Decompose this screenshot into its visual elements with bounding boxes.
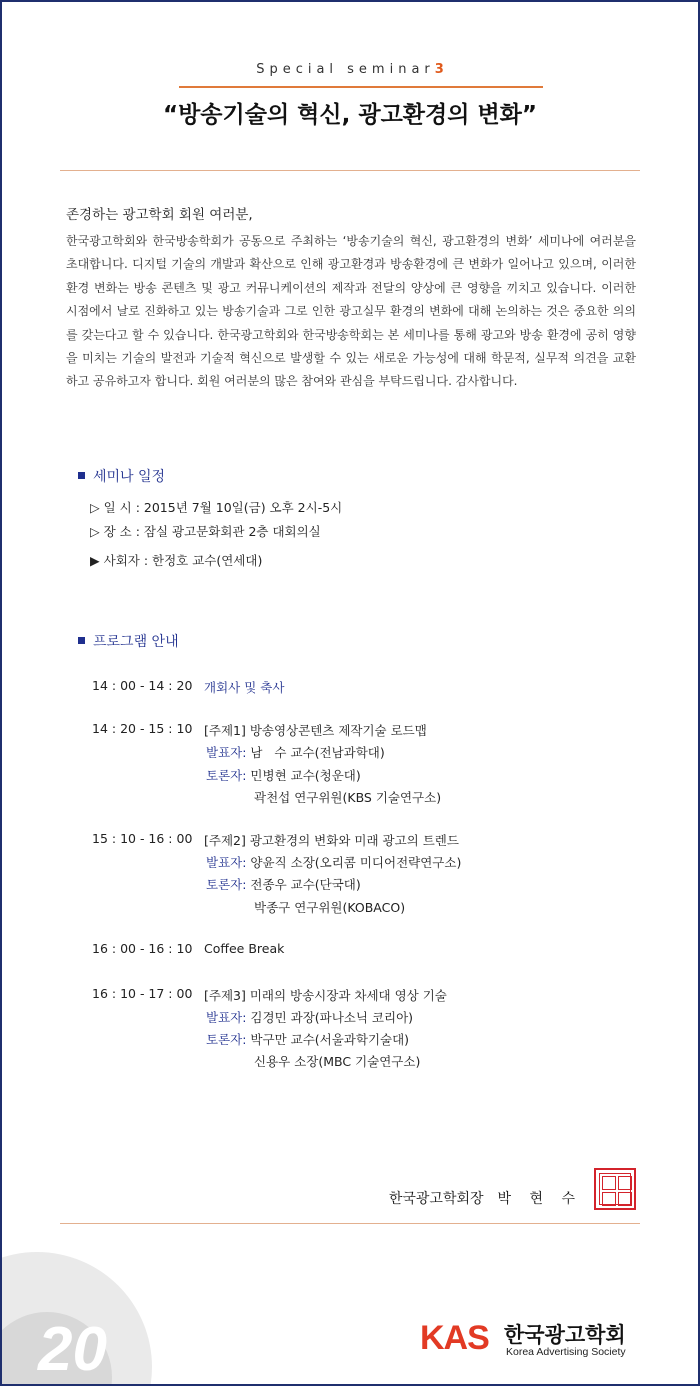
slot-time: 16 : 00 - 16 : 10 bbox=[92, 941, 193, 956]
seminar-kicker bbox=[2, 62, 698, 77]
presenter-name: 김경민 과장(파나소닉 코리아) bbox=[250, 1010, 414, 1025]
anniversary-number: 20 bbox=[38, 1315, 107, 1384]
discussant-name: 곽천섭 연구위원(KBS 기술연구소) bbox=[254, 790, 442, 805]
discussant-name: 전종우 교수(단국대) bbox=[250, 877, 361, 892]
program-heading bbox=[78, 631, 179, 651]
slot-title: [주제1] 방송영상콘텐츠 제작기술 로드맵 bbox=[204, 723, 427, 738]
discussant-line bbox=[206, 766, 361, 784]
place-text: 장 소 : 잠실 광고문화회관 2층 대회의실 bbox=[103, 524, 321, 539]
signer-position: 한국광고학회장 bbox=[388, 1191, 484, 1207]
slot-title: Coffee Break bbox=[204, 941, 285, 956]
presenter-line bbox=[206, 853, 461, 871]
slot-title: 개회사 및 축사 bbox=[204, 680, 285, 695]
schedule-place bbox=[90, 522, 321, 540]
bottom-divider bbox=[60, 1223, 640, 1224]
slot-time: 15 : 10 - 16 : 00 bbox=[92, 831, 193, 846]
presenter-label: 발표자: bbox=[206, 855, 247, 870]
discussant-name: 박종구 연구위원(KOBACO) bbox=[254, 900, 406, 915]
presenter-label: 발표자: bbox=[206, 745, 247, 760]
seminar-title: “방송기술의 혁신, 광고환경의 변화” bbox=[162, 102, 538, 128]
triangle-solid-icon: ▶ bbox=[90, 553, 100, 568]
triangle-outline-icon: ▷ bbox=[90, 500, 100, 515]
discussant-label: 토론자: bbox=[206, 877, 247, 892]
date-text: 일 시 : 2015년 7월 10일(금) 오후 2시-5시 bbox=[103, 500, 343, 515]
presenter-line bbox=[206, 743, 385, 761]
discussant-name: 신용우 소장(MBC 기술연구소) bbox=[254, 1054, 421, 1069]
schedule-title: 세미나 일정 bbox=[93, 469, 166, 485]
slot-title: [주제3] 미래의 방송시장과 차세대 영상 기술 bbox=[204, 988, 447, 1003]
letter-body: 한국광고학회와 한국방송학회가 공동으로 주최하는 ‘방송기술의 혁신, 광고환경의 변화’ 세미나에 여러분을 초대합니다. 디지털 기술의 개발과 확산으로 인해 광고환경과 방송환경에 큰 변화가 일어나고 있으며, 이러한 환경 변화는 방송 콘텐츠 및 광고 커뮤니케이션의 제작과 전달의 양상에 큰 영향을 끼치고 있습니다. 이러한 시점에서 날로 진화하고 있는 방송기술과 그로 인한 광고실무 환경의 변화에 대해 논의하는 것은 중요한 의의를 갖는다고 할 수 있습니다. 한국광고학회와 한국방송학회는 본 세미나를 통해 광고와 방송 환경에 공히 영향을 미치는 기술의 발전과 기술적 혁신으로 발생할 수 있는 새로운 가능성에 대해 학문적, 실무적 의견을 교환하고 공유하고자 합니다. 회원 여러분의 많은 참여와 관심을 부탁드립니다. 감사합니다. bbox=[66, 234, 636, 389]
slot-time: 14 : 00 - 14 : 20 bbox=[92, 678, 193, 693]
schedule-host bbox=[90, 551, 262, 569]
kicker-number: 3 bbox=[434, 62, 444, 77]
discussant-name: 민병현 교수(청운대) bbox=[250, 768, 361, 783]
presenter-name: 양윤직 소장(오리콤 미디어전략연구소) bbox=[250, 855, 462, 870]
host-text: 사회자 : 한정호 교수(연세대) bbox=[103, 553, 263, 568]
square-bullet-icon bbox=[78, 472, 85, 479]
signer-name: 박 현 수 bbox=[497, 1191, 582, 1207]
seal-stamp-icon bbox=[594, 1168, 636, 1210]
discussant-label: 토론자: bbox=[206, 768, 247, 783]
square-bullet-icon bbox=[78, 637, 85, 644]
discussant-line bbox=[206, 1030, 409, 1048]
top-divider bbox=[60, 170, 640, 171]
presenter-label: 발표자: bbox=[206, 1010, 247, 1025]
slot-time: 14 : 20 - 15 : 10 bbox=[92, 721, 193, 736]
signature bbox=[389, 1188, 582, 1208]
presenter-name: 남 수 교수(전남과학대) bbox=[250, 745, 385, 760]
slot-title: [주제2] 광고환경의 변화와 미래 광고의 트렌드 bbox=[204, 833, 459, 848]
header-rule bbox=[179, 86, 543, 88]
presenter-line bbox=[206, 1008, 413, 1026]
slot-time: 16 : 10 - 17 : 00 bbox=[92, 986, 193, 1001]
logo-korean-name: 한국광고학회 bbox=[504, 1323, 626, 1347]
program-title: 프로그램 안내 bbox=[93, 634, 179, 650]
schedule-date bbox=[90, 498, 342, 516]
triangle-outline-icon: ▷ bbox=[90, 524, 100, 539]
discussant-label: 토론자: bbox=[206, 1032, 247, 1047]
kas-logo-mark: KAS bbox=[420, 1319, 489, 1357]
kicker-text: Special seminar bbox=[256, 62, 435, 77]
discussant-name: 박구만 교수(서울과학기술대) bbox=[250, 1032, 410, 1047]
greeting: 존경하는 광고학회 회원 여러분, bbox=[66, 207, 253, 223]
logo-english-name: Korea Advertising Society bbox=[506, 1346, 626, 1358]
schedule-heading bbox=[78, 466, 165, 486]
discussant-line bbox=[206, 875, 361, 893]
